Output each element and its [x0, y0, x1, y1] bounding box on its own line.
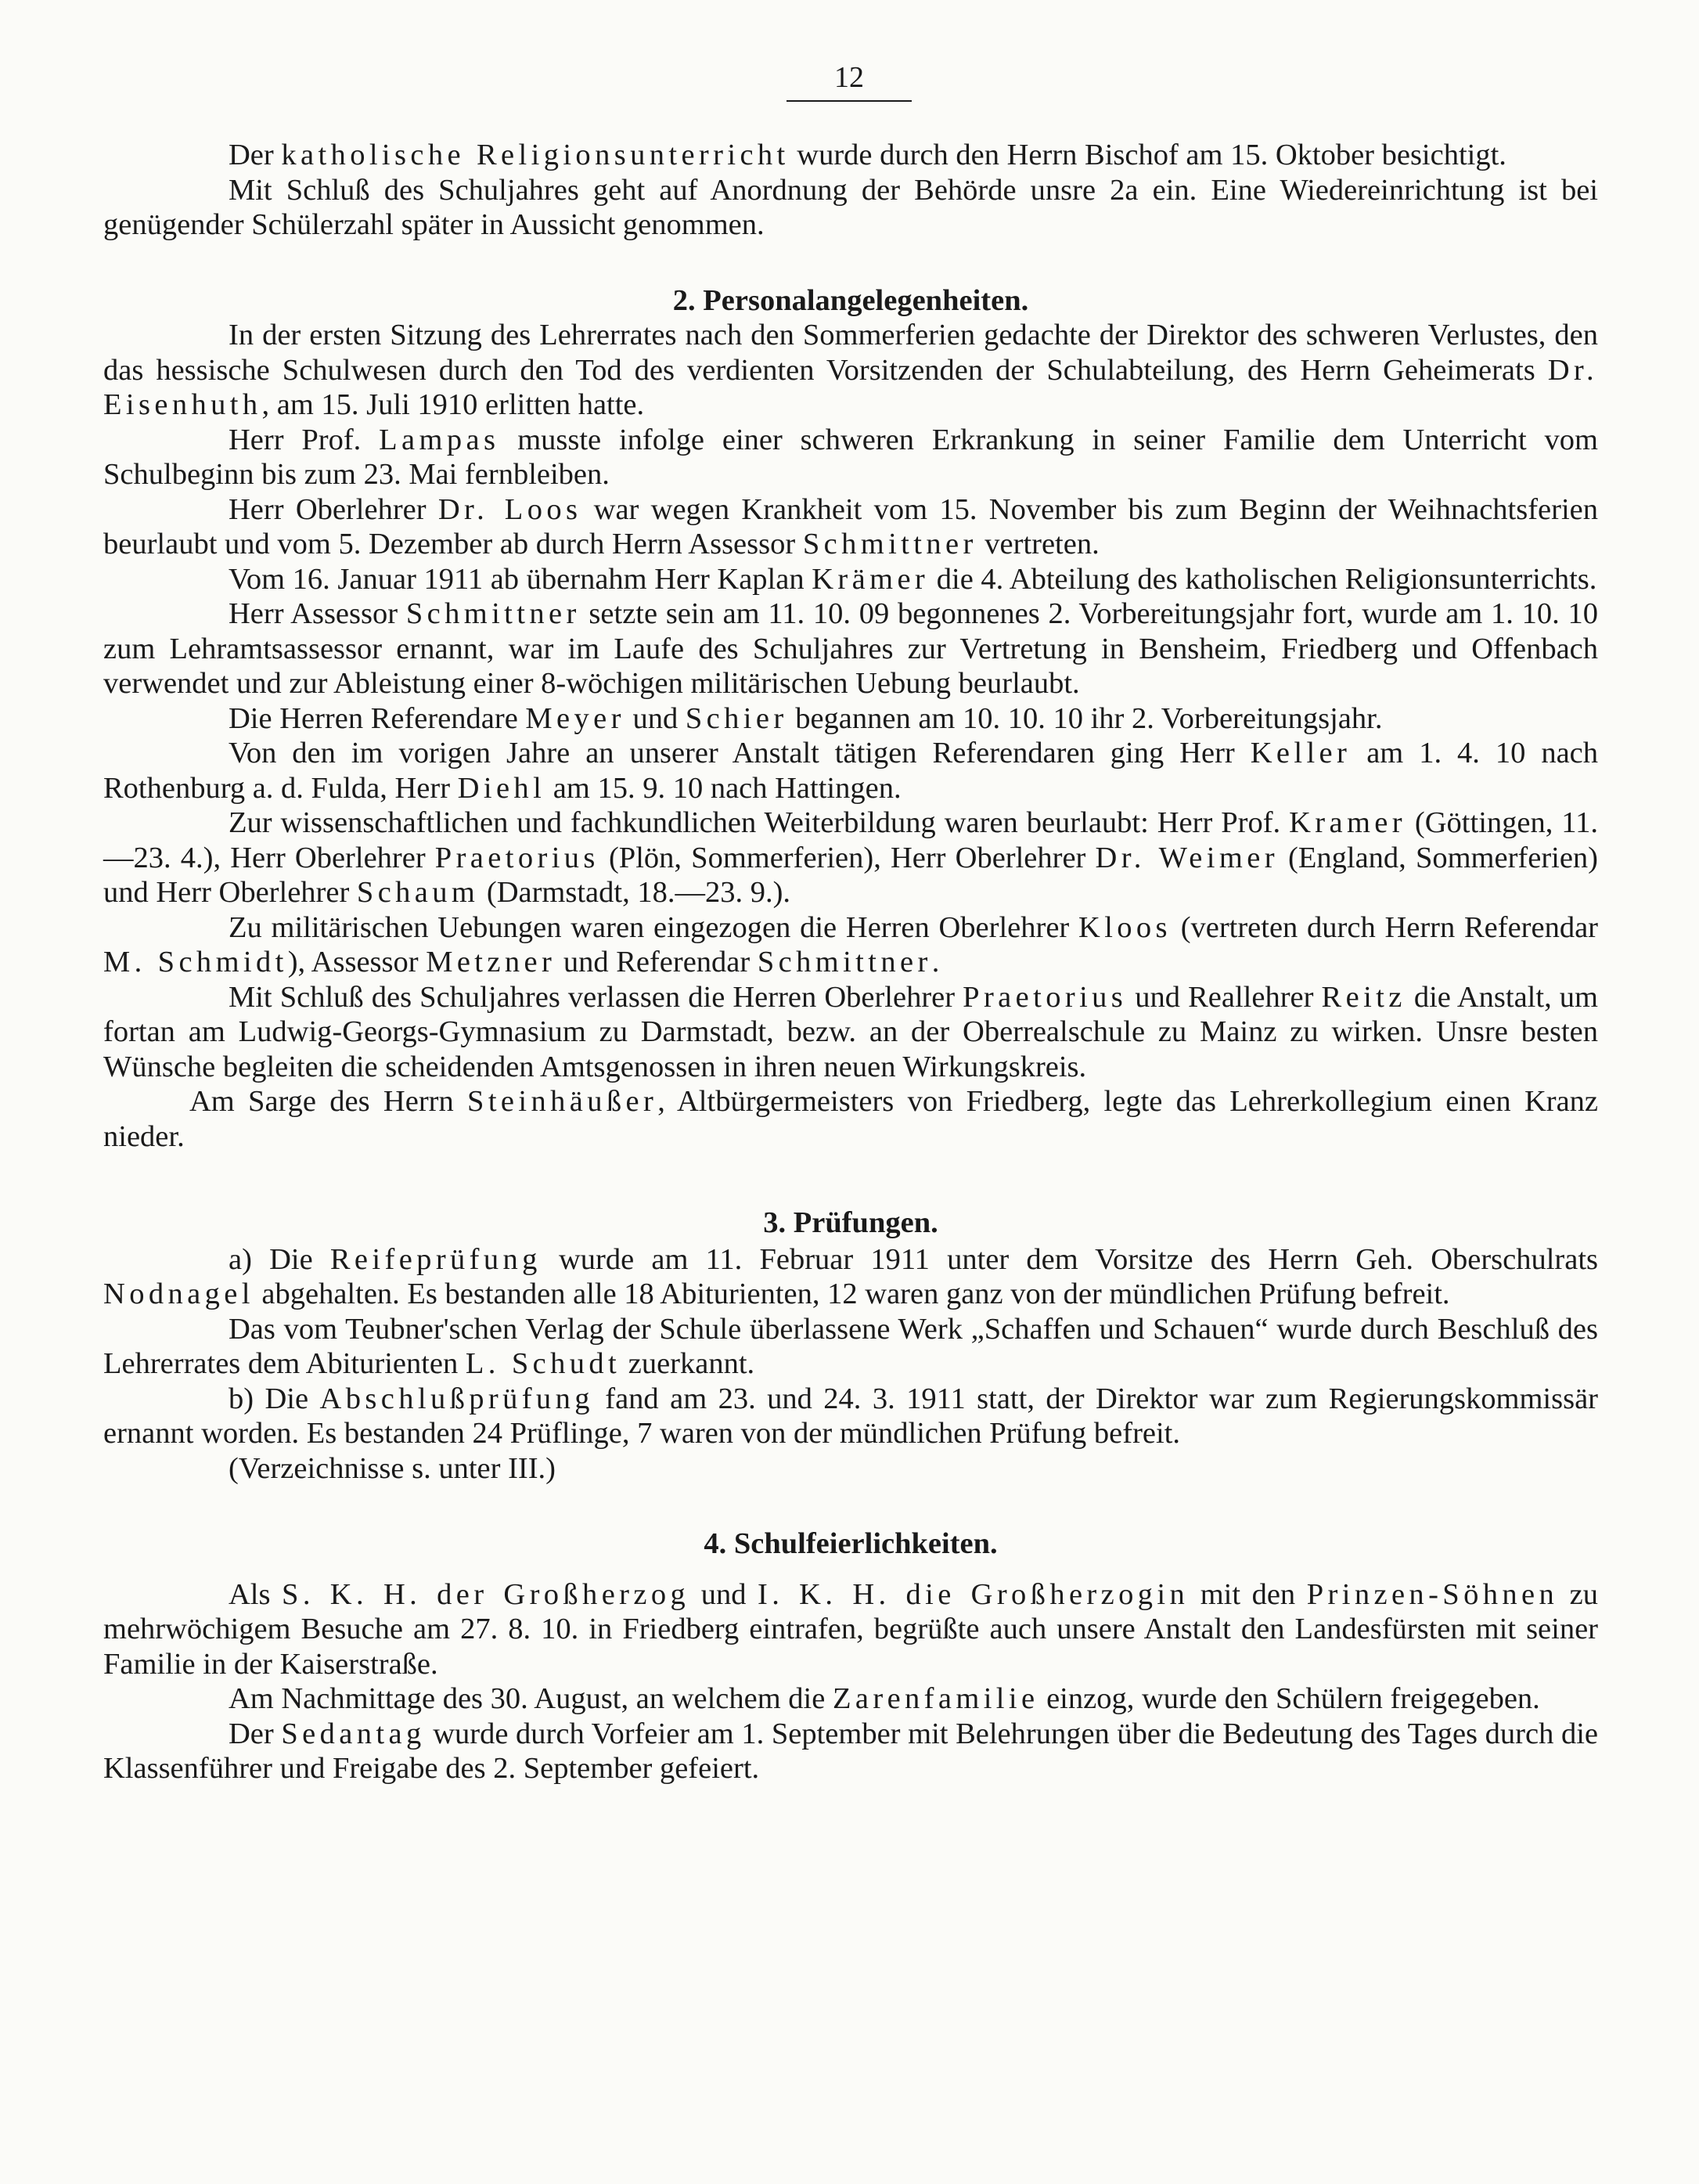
- paragraph: a) Die Reifeprüfung wurde am 11. Februar 1911 unter dem Vorsitze des Herrn Geh. Oberschulrats Nodnagel abgehalten. Es bestanden alle 18 Abiturienten, 12 waren ganz von der mündlichen Prüfung befreit.: [103, 1242, 1599, 1310]
- section-heading-personal: 2. Personalangelegenheiten.: [672, 283, 1029, 317]
- emphasized-name: Reifeprüfung: [329, 1242, 542, 1276]
- paragraph: Herr Assessor Schmittner setzte sein am 11. 10. 09 begonnenes 2. Vorbereitungsjahr fort, wurde am 1. 10. 10 zum Lehramtsassessor ernannt, war im Laufe des Schuljahres zur Vertretung in Bensheim, Friedberg und Offenbach verwendet und zur Ableistung einer 8-wöchigen militärischen Uebung beurlaubt.: [103, 597, 1598, 700]
- emphasized-name: Schier: [685, 701, 788, 735]
- emphasized-name: Sedantag: [281, 1717, 426, 1750]
- paragraph: Von den im vorigen Jahre an unserer Anstalt tätigen Referendaren ging Herr Keller am 1. 4. 10 nach Rothenburg a. d. Fulda, Herr Diehl am 15. 9. 10 nach Hattingen.: [103, 737, 1598, 805]
- paragraph: In der ersten Sitzung des Lehrerrates nach den Sommerferien gedachte der Direktor des schweren Verlustes, den das hessische Schulwesen durch den Tod des verdienten Vorsitzenden der Schulabteilung, des Herrn Geheimerats Dr. Eisenhuth, am 15. Juli 1910 erlitten hatte.: [103, 319, 1598, 421]
- emphasized-name: Lampas: [379, 423, 500, 456]
- emphasized-name: Krämer: [812, 562, 930, 596]
- feier-section: [103, 1577, 1598, 1786]
- paragraph: Mit Schluß des Schuljahres verlassen die Herren Oberlehrer Praetorius und Reallehrer Reitz die Anstalt, um fortan am Ludwig-Georgs-Gymnasium zu Darmstadt, bezw. an der Oberrealschule zu Mainz zu wirken. Unsre besten Wünsche begleiten die scheidenden Amtsgenossen in ihren neuen Wirkungskreis.: [103, 980, 1598, 1083]
- emphasized-name: Schaum: [356, 876, 480, 909]
- emphasized-name: Dr. Loos: [437, 492, 582, 526]
- pruefungen-section: [103, 1242, 1598, 1487]
- paragraph: Am Nachmittage des 30. August, an welchem die Zarenfamilie einzog, wurde den Schülern freigegeben.: [229, 1682, 1540, 1715]
- section-heading-pruefungen: 3. Prüfungen.: [763, 1206, 938, 1239]
- paragraph: Herr Oberlehrer Dr. Loos war wegen Krankheit vom 15. November bis zum Beginn der Weihnachtsferien beurlaubt und vom 5. Dezember ab durch Herrn Assessor Schmittner vertreten.: [103, 492, 1598, 560]
- paragraph: (Verzeichnisse s. unter III.): [229, 1451, 556, 1485]
- emphasized-name: Kramer: [1289, 806, 1406, 839]
- emphasized-name: Prinzen-Söhnen: [1306, 1577, 1559, 1611]
- paragraph: b) Die Abschlußprüfung fand am 23. und 24. 3. 1911 statt, der Direktor war zum Regierungskommissär ernannt worden. Es bestanden 24 Prüflinge, 7 waren von der mündlichen Prüfung befreit.: [103, 1382, 1598, 1450]
- emphasized-name: Diehl: [457, 771, 546, 805]
- paragraph: Der Sedantag wurde durch Vorfeier am 1. September mit Belehrungen über die Bedeutung des Tages durch die Klassenführer und Freigabe des 2. September gefeiert.: [103, 1717, 1598, 1785]
- emphasized-name: katholische Religionsunterricht: [281, 139, 790, 171]
- emphasized-name: Praetorius: [434, 841, 599, 874]
- paragraph: Zu militärischen Uebungen waren eingezogen die Herren Oberlehrer Kloos (vertreten durch Herrn Referendar M. Schmidt), Assessor Metzner und Referendar Schmittner.: [103, 910, 1598, 978]
- page-number: 12: [787, 61, 912, 102]
- paragraph: Das vom Teubner'schen Verlag der Schule überlassene Werk „Schaffen und Schauen“ wurde durch Beschluß des Lehrerrates dem Abiturienten L. Schudt zuerkannt.: [103, 1312, 1598, 1380]
- emphasized-name: Praetorius: [963, 980, 1128, 1014]
- emphasized-name: L. Schudt: [465, 1347, 621, 1380]
- paragraph: Vom 16. Januar 1911 ab übernahm Herr Kaplan Krämer die 4. Abteilung des katholischen Religionsunterrichts.: [229, 562, 1597, 596]
- paragraph: Der katholische Religionsunterricht wurde durch den Herrn Bischof am 15. Oktober besichtigt.: [229, 139, 1506, 171]
- emphasized-name: Steinhäußer: [467, 1085, 658, 1118]
- emphasized-name: Reitz: [1321, 980, 1406, 1014]
- personal-section: [103, 318, 1598, 1154]
- emphasized-name: Nodnagel: [103, 1278, 254, 1310]
- paragraph: Herr Prof. Lampas musste infolge einer schweren Erkrankung in seiner Familie dem Unterricht vom Schulbeginn bis zum 23. Mai fernbleiben.: [103, 423, 1599, 491]
- emphasized-name: Dr. Weimer: [1095, 841, 1279, 874]
- paragraph: Mit Schluß des Schuljahres geht auf Anordnung der Behörde unsre 2a ein. Eine Wiedereinrichtung ist bei genügender Schülerzahl später in Aussicht genommen.: [103, 173, 1598, 241]
- emphasized-name: Zarenfamilie: [832, 1682, 1039, 1715]
- emphasized-name: Abschlußprüfung: [319, 1382, 594, 1415]
- emphasized-name: M. Schmidt: [103, 946, 288, 978]
- paragraph: Als S. K. H. der Großherzog und I. K. H. die Großherzogin mit den Prinzen-Söhnen zu mehrwöchigem Besuche am 27. 8. 10. in Friedberg eintrafen, begrüßte auch unsere Anstalt den Landesfürsten mit seiner Familie in der Kaiserstraße.: [103, 1577, 1599, 1681]
- emphasized-name: S. K. H. der Großherzog: [282, 1577, 690, 1611]
- emphasized-name: Dr. Eisenhuth: [103, 353, 1598, 421]
- emphasized-name: Metzner: [426, 946, 556, 978]
- emphasized-name: Kloos: [1078, 910, 1172, 944]
- emphasized-name: I. K. H. die Großherzogin: [758, 1577, 1190, 1611]
- emphasized-name: Schmittner: [405, 597, 581, 630]
- emphasized-name: Keller: [1250, 737, 1352, 769]
- page-body: [103, 138, 1598, 1786]
- section-heading-schulfeierlichkeiten: 4. Schulfeierlichkeiten.: [704, 1527, 998, 1560]
- paragraph: Am Sarge des Herrn Steinhäußer, Altbürgermeisters von Friedberg, legte das Lehrerkollegium einen Kranz nieder.: [103, 1085, 1598, 1153]
- intro-section: [103, 138, 1598, 243]
- emphasized-name: Meyer: [525, 701, 625, 735]
- emphasized-name: Schmittner: [802, 528, 977, 560]
- emphasized-name: Schmittner: [757, 946, 932, 978]
- paragraph: Zur wissenschaftlichen und fachkundlichen Weiterbildung waren beurlaubt: Herr Prof. Kramer (Göttingen, 11.—23. 4.), Herr Oberlehrer Praetorius (Plön, Sommerferien), Herr Oberlehrer Dr. Weimer (England, Sommerferien) und Herr Oberlehrer Schaum (Darmstadt, 18.—23. 9.).: [103, 806, 1598, 909]
- paragraph: Die Herren Referendare Meyer und Schier begannen am 10. 10. 10 ihr 2. Vorbereitungsjahr.: [229, 701, 1383, 735]
